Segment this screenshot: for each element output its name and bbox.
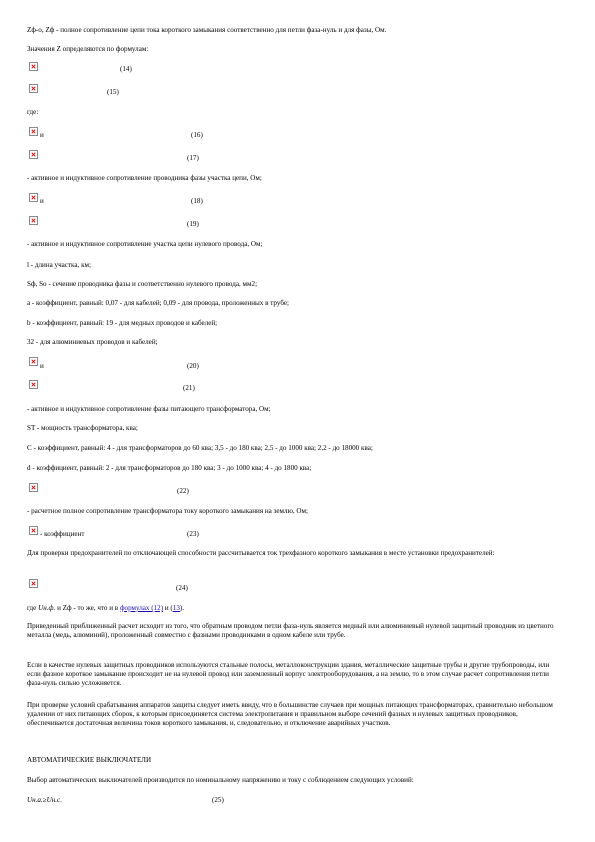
conjunction: и — [40, 362, 44, 370]
text: Uн.ф. — [38, 604, 56, 612]
broken-image-icon — [29, 579, 38, 588]
formula-link[interactable]: 13 — [172, 604, 180, 612]
paragraph: - расчетное полное сопротивление трансформатора току короткого замыкания на землю, Ом; — [27, 507, 309, 515]
broken-image-icon — [29, 216, 38, 225]
broken-image-icon — [29, 150, 38, 159]
paragraph: При проверке условий срабатывания аппаратов защиты следует иметь ввиду, что в большинстве случаев при мощных питающих трансформаторах, сравнительно небольшом удалении от них питающих сборок, к которым присоединяется система электропитания и правильном выборе сечений фазных и нулевых защитных проводников, обеспечивается достаточная величина токов короткого замыкания, и, следовательно, и отключение аварийных участков. — [27, 701, 553, 727]
paragraph: где: — [27, 108, 39, 116]
paragraph: C - коэффициент, равный: 4 - для трансформаторов до 60 ква; 3,5 - до 180 ква; 2,5 - до 1000 ква; 2,2 - до 18000 ква; — [27, 444, 373, 452]
paragraph: - активное и индуктивное сопротивление участка цепи нулевого провода, Ом; — [27, 240, 263, 248]
broken-image-icon — [29, 62, 38, 71]
broken-image-icon — [29, 127, 38, 136]
conjunction: и — [40, 131, 44, 139]
equation-number: (21) — [183, 384, 195, 392]
paragraph: Если в качестве нулевых защитных проводников используются стальные полосы, металлоконструкции здания, металлические защитные трубы и другие трубопроводы, или если фазное короткое замыкание происходит не на нулевой провод или заземленный корпус электрооборудования, а на землю, то в этом случае расчет сопротивления петли фаза-нуль сильно усложняется. — [27, 661, 550, 687]
equation-number: (17) — [187, 154, 199, 162]
paragraph: - активное и индуктивное сопротивление проводника фазы участка цепи, Ом; — [27, 174, 262, 182]
paragraph-with-links — [27, 604, 184, 613]
broken-image-icon — [29, 84, 38, 93]
equation-number: (25) — [212, 796, 224, 804]
broken-image-icon — [29, 193, 38, 202]
equation-number: (18) — [191, 197, 203, 205]
formula: Uн.а.≥Uн.с. — [27, 796, 62, 804]
conjunction: и — [40, 197, 44, 205]
equation-number: (22) — [177, 487, 189, 495]
text: ). — [179, 604, 185, 612]
equation-number: (14) — [120, 65, 132, 73]
paragraph: Для проверки предохранителей по отключающей способности рассчитывается ток трехфазного короткого замыкания в месте установки предохранителей: — [27, 549, 495, 557]
paragraph: l - длина участка, км; — [27, 261, 91, 269]
equation-number: (19) — [187, 220, 199, 228]
coefficient-label: - коэффициент — [40, 530, 85, 538]
section-heading: АВТОМАТИЧЕСКИЕ ВЫКЛЮЧАТЕЛИ — [27, 756, 152, 764]
formula-link[interactable]: формулах (12) — [119, 604, 164, 612]
equation-number: (16) — [191, 131, 203, 139]
text: где — [27, 604, 39, 612]
equation-number: (15) — [107, 88, 119, 96]
broken-image-icon — [29, 526, 38, 535]
paragraph: Приведенный приближенный расчет исходит из того, что обратным проводом петли фаза-нуль является медный или алюминиевый нулевой защитный проводник из цветного металла (медь, алюминий), проложенный совместно с фазными проводниками в одном кабеле или трубе. — [27, 622, 554, 639]
equation-number: (23) — [187, 530, 199, 538]
paragraph: - активное и индуктивное сопротивление фазы питающего трансформатора, Ом; — [27, 405, 271, 413]
paragraph: Sф, So - сечение проводника фазы и соответственно нулевого провода, мм2; — [27, 280, 258, 288]
paragraph: Выбор автоматических выключателей производится по номинальному напряжению и току с соблюдением следующих условий: — [27, 776, 414, 784]
paragraph: d - коэффициент, равный: 2 - для трансформаторов до 180 ква; 3 - до 1000 ква; 4 - до 1800 ква; — [27, 464, 312, 472]
broken-image-icon — [29, 357, 38, 366]
paragraph: b - коэффициент, равный: 19 - для медных проводов и кабелей; — [27, 319, 218, 327]
equation-number: (20) — [187, 362, 199, 370]
paragraph: 32 - для алюминиевых проводов и кабелей; — [27, 338, 158, 346]
paragraph: ST - мощность трансформатора, ква; — [27, 424, 138, 432]
equation-number: (24) — [176, 584, 188, 592]
text: и Zф - то же, что и в — [55, 604, 120, 612]
paragraph: a - коэффициент, равный: 0,07 - для кабелей; 0,09 - для провода, проложенных в трубе; — [27, 299, 289, 307]
text: и ( — [163, 604, 173, 612]
broken-image-icon — [29, 380, 38, 389]
broken-image-icon — [29, 483, 38, 492]
paragraph: Значения Z определяются по формулам: — [27, 45, 149, 53]
paragraph: Zф-о, Zф - полное сопротивление цепи тока короткого замыкания соответственно для петли фаза-нуль и для фазы, Ом. — [27, 26, 387, 34]
